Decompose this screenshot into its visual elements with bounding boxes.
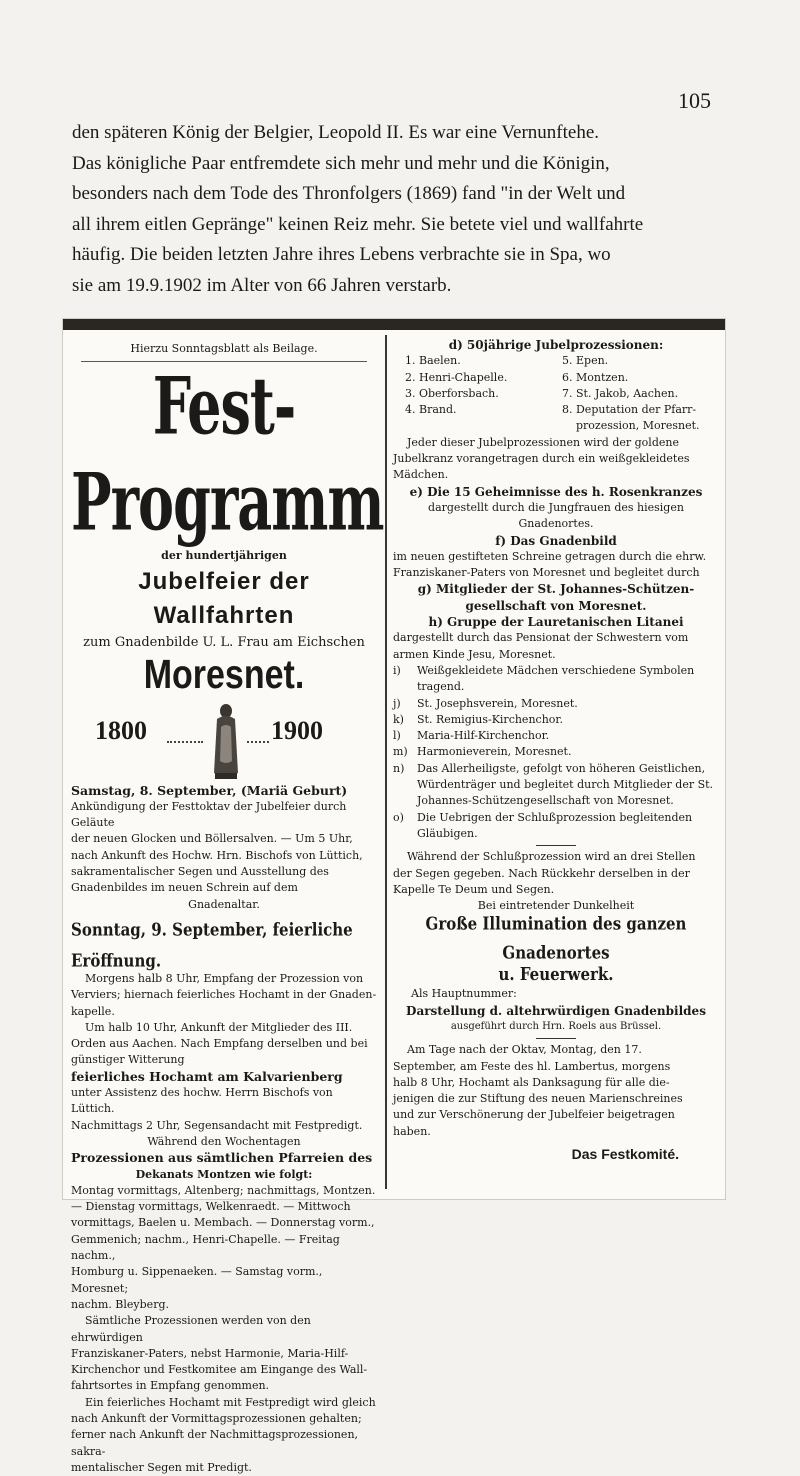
text-line: Jubelkranz vorangetragen durch ein weißgekleidetes <box>393 452 690 466</box>
column-divider <box>385 335 387 1189</box>
intro-line: Das königliche Paar entfremdete sich mehr und mehr und die Königin, <box>72 152 610 174</box>
top-rule <box>63 319 725 330</box>
text-line: halb 8 Uhr, Hochamt als Danksagung für alle die- <box>393 1075 670 1089</box>
year-start: 1800 <box>95 715 147 745</box>
year-banner <box>71 697 377 783</box>
weekday-schedule <box>71 1183 377 1313</box>
procession-list <box>393 353 719 434</box>
tableau-heading: Darstellung d. altehrwürdigen Gnadenbildes <box>406 1003 706 1018</box>
short-rule <box>536 1038 576 1039</box>
executed-by-line: ausgeführt durch Hrn. Roels aus Brüssel. <box>450 1020 662 1032</box>
program-title: Fest-Programm <box>71 360 384 549</box>
kalvarienberg-heading: feierliches Hochamt am Kalvarienberg <box>71 1068 343 1084</box>
text-line: Franziskaner-Paters von Moresnet und begleitet durch <box>393 566 700 580</box>
text-line: Montag vormittags, Altenberg; nachmittags, Montzen. <box>71 1183 376 1197</box>
signature: Das Festkomité. <box>571 1146 679 1163</box>
text-line: ferner nach Ankunft der Nachmittagsprozessionen, sakra- <box>71 1428 359 1458</box>
text-line: im neuen gestifteten Schreine getragen durch die ehrw. <box>393 549 707 563</box>
text-line: Nachmittags 2 Uhr, Segensandacht mit Festpredigt. <box>71 1118 363 1132</box>
dotted-rule <box>247 741 269 743</box>
text-line: Gemmenich; nachm., Henri-Chapelle. — Freitag nachm., <box>71 1232 340 1263</box>
text-line: Während der Schlußprozession wird an drei Stellen <box>407 850 696 864</box>
fireworks-heading: u. Feuerwerk. <box>498 963 614 986</box>
text-line: Sämtliche Prozessionen werden von den ehrwürdigen <box>71 1314 311 1344</box>
text-line: Kapelle Te Deum und Segen. <box>393 882 555 896</box>
darkness-line: Bei eintretender Dunkelheit <box>477 899 635 913</box>
text-line: Gnadenaltar. <box>188 897 260 911</box>
list-item: j) St. Josephsverein, Moresnet. <box>393 696 578 710</box>
section-h-heading: h) Gruppe der Lauretanischen Litanei <box>428 615 684 630</box>
intro-line: häufig. Die beiden letzten Jahre ihres Lebens verbrachte sie in Spa, wo <box>72 244 611 265</box>
section-d-heading: d) 50jährige Jubelprozessionen: <box>448 338 664 352</box>
intro-line: besonders nach dem Tode des Thronfolgers (1869) fand "in der Welt und <box>72 183 626 204</box>
text-line: günstiger Witterung <box>71 1053 185 1067</box>
closing-text <box>71 1313 377 1476</box>
section-f-heading: f) Das Gnadenbild <box>495 533 617 548</box>
subtitle-der: der hundertjährigen <box>161 549 287 563</box>
illumination-heading: Große Illumination des ganzen Gnadenortes <box>425 913 687 964</box>
list-item <box>405 418 562 434</box>
list-item: 8. Deputation der Pfarr- <box>562 403 697 417</box>
beilage-note: Hierzu Sonntagsblatt als Beilage. <box>81 337 367 362</box>
dotted-rule <box>167 741 203 743</box>
text-line: fahrtsortes in Empfang genommen. <box>71 1379 270 1393</box>
text-line: vormittags, Baelen u. Membach. — Donnerstag vorm., <box>71 1216 375 1230</box>
list-item: o) Die Uebrigen der Schlußprozession begleitenden Gläubigen. <box>393 810 693 840</box>
intro-line: all ihrem eitlen Gepränge" keinen Reiz mehr. Sie betete viel und wallfahrte <box>72 213 644 235</box>
text-line: armen Kinde Jesu, Moresnet. <box>393 647 556 661</box>
text-line: nachm. Bleyberg. <box>71 1297 169 1311</box>
list-item: m) Harmonieverein, Moresnet. <box>393 745 572 759</box>
text-line: Ankündigung der Festtoktav der Jubelfeier durch Geläute <box>71 799 347 830</box>
sunday-text <box>71 971 377 1069</box>
list-item: prozession, Moresnet. <box>576 419 700 433</box>
text-line: Morgens halb 8 Uhr, Empfang der Prozession von <box>85 971 364 985</box>
right-column <box>393 337 719 1162</box>
newspaper-clipping <box>62 318 726 1474</box>
list-item: 2. Henri-Chapelle. <box>405 370 508 384</box>
text-line: Verviers; hiernach feierliches Hochamt in der Gnaden- <box>71 988 377 1002</box>
sunday-heading: Sonntag, 9. September, feierliche Eröffnung. <box>71 918 353 972</box>
text-line: unter Assistenz des hochw. Herrn Bischofs von Lüttich. <box>71 1086 333 1116</box>
text-line: September, am Feste des hl. Lambertus, morgens <box>393 1059 671 1073</box>
list-item: 5. Epen. <box>562 354 609 368</box>
dekanat-line: Dekanats Montzen wie folgt: <box>135 1167 313 1181</box>
text-line: Gnadenortes. <box>518 517 594 531</box>
section-e-heading: e) Die 15 Geheimnisse des h. Rosenkranzes <box>409 484 703 499</box>
text-line: nach Ankunft der Vormittagsprozessionen gehalten; <box>71 1411 362 1425</box>
section-g-heading-cont: gesellschaft von Moresnet. <box>465 598 647 613</box>
text-line: jenigen die zur Stiftung des neuen Marienschreines <box>393 1092 683 1106</box>
left-column <box>71 337 384 1476</box>
text-line: der Segen gegeben. Nach Rückkehr derselben in der <box>393 866 690 880</box>
page-number: 105 <box>678 88 711 113</box>
main-number-label: Als Hauptnummer: <box>411 987 517 1001</box>
weekdays-heading: Während den Wochentagen <box>147 1134 301 1148</box>
madonna-statue-icon <box>211 701 241 781</box>
text-line: sakramentalischer Segen und Ausstellung des <box>71 865 329 879</box>
text-line: Am Tage nach der Oktav, Montag, den 17. <box>407 1043 642 1057</box>
text-line: nach Ankunft des Hochw. Hrn. Bischofs von Lüttich, <box>71 848 363 862</box>
list-item: 3. Oberforsbach. <box>405 386 499 400</box>
year-end: 1900 <box>271 715 323 745</box>
list-item: k) St. Remigius-Kirchenchor. <box>393 712 563 726</box>
text-line: Orden aus Aachen. Nach Empfang derselben und bei <box>71 1037 368 1051</box>
text-line: Ein feierliches Hochamt mit Festpredigt wird gleich <box>85 1395 376 1409</box>
processions-heading: Prozessionen aus sämtlichen Pfarreien des <box>71 1150 373 1166</box>
list-item: 7. St. Jakob, Aachen. <box>562 386 679 400</box>
list-item: 1. Baelen. <box>405 354 461 368</box>
list-item: 4. Brand. <box>405 403 457 417</box>
procession-order-list <box>393 663 719 842</box>
text-line: dargestellt durch das Pensionat der Schwestern vom <box>393 631 689 645</box>
text-line: kapelle. <box>71 1004 115 1018</box>
intro-paragraph <box>72 118 732 301</box>
text-line: Kirchenchor und Festkomitee am Eingange des Wall- <box>71 1363 368 1377</box>
list-item: i) Weißgekleidete Mädchen verschiedene Symbolen tragend. <box>393 663 695 694</box>
intro-line: sie am 19.9.1902 im Alter von 66 Jahren verstarb. <box>72 274 452 296</box>
list-item: n) Das Allerheiligste, gefolgt von höheren Geistlichen, Würdenträger und begleitet durch Mitglieder der St. Johannes-Schützengesellschaft von Moresnet. <box>393 761 714 808</box>
text-line: Homburg u. Sippenaeken. — Samstag vorm., Moresnet; <box>71 1265 323 1295</box>
intro-line: den späteren König der Belgier, Leopold II. Es war eine Vernunftehe. <box>72 122 600 143</box>
list-item: 6. Montzen. <box>562 370 629 384</box>
place-heading: Moresnet. <box>143 651 305 698</box>
text-line: mentalischer Segen mit Predigt. <box>71 1460 252 1474</box>
text-line: — Dienstag vormittags, Welkenraedt. — Mittwoch <box>71 1200 351 1214</box>
text-line: dargestellt durch die Jungfrauen des hiesigen <box>428 500 684 514</box>
text-line: Gnadenbildes im neuen Schrein auf dem <box>71 881 298 895</box>
list-item: l) Maria-Hilf-Kirchenchor. <box>393 729 550 743</box>
short-rule <box>536 845 576 846</box>
text-line: und zur Verschönerung der Jubelfeier beigetragen <box>393 1108 675 1122</box>
text-line: Mädchen. <box>393 468 449 482</box>
gnadenbild-line: zum Gnadenbilde U. L. Frau am Eichschen <box>83 634 365 650</box>
jubilee-heading: Jubelfeier der Wallfahrten <box>138 567 310 629</box>
text-line: Um halb 10 Uhr, Ankunft der Mitglieder des III. <box>85 1020 353 1034</box>
text-line: haben. <box>393 1124 431 1138</box>
section-g-heading: g) Mitglieder der St. Johannes-Schützen- <box>417 582 695 597</box>
text-line: Franziskaner-Paters, nebst Harmonie, Maria-Hilf- <box>71 1346 349 1360</box>
saturday-heading: Samstag, 8. September, (Mariä Geburt) <box>71 782 348 798</box>
text-line: Jeder dieser Jubelprozessionen wird der goldene <box>407 435 679 449</box>
saturday-text <box>71 799 377 913</box>
text-line: der neuen Glocken und Böllersalven. — Um 5 Uhr, <box>71 832 353 846</box>
